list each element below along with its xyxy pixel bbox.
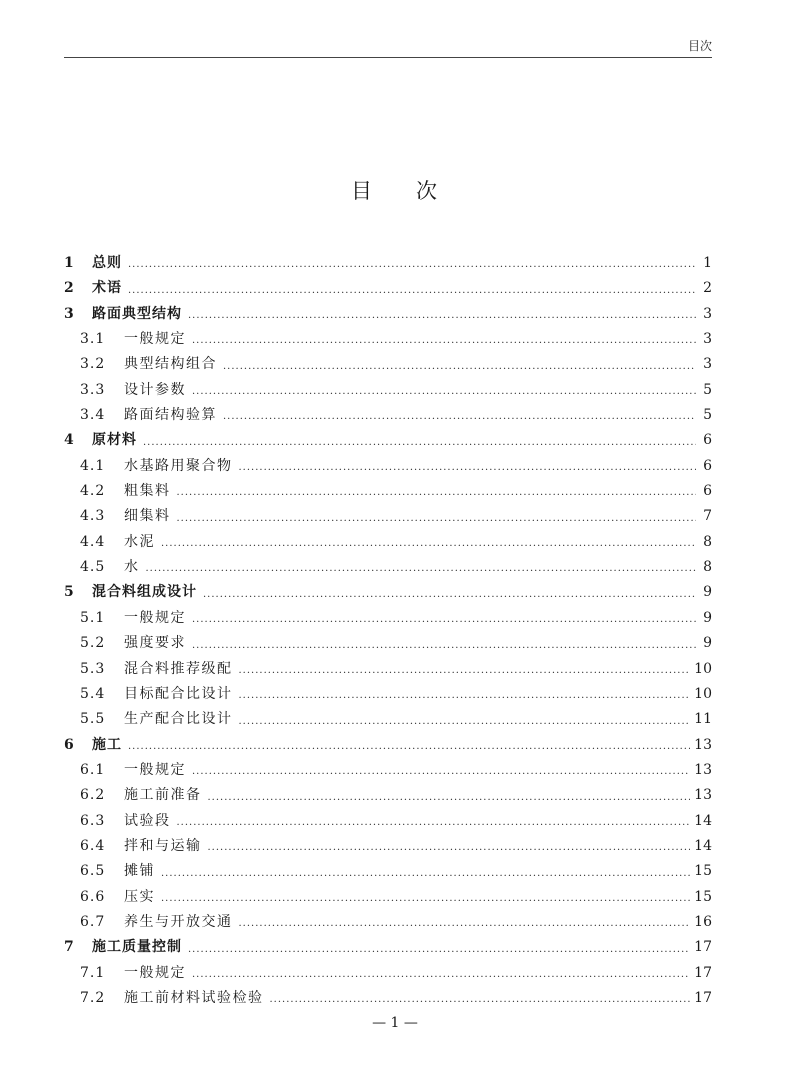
toc-dot-leader [177, 505, 697, 530]
toc-entry-page: 17 [694, 939, 712, 956]
toc-entry-page: 6 [703, 457, 712, 474]
toc-entry-page: 9 [703, 584, 712, 601]
toc-entry-number: 4.1 [80, 457, 106, 474]
toc-entry-label: 一般规定 [124, 964, 186, 981]
toc-dot-leader [223, 403, 696, 428]
toc-entry-page: 3 [703, 331, 712, 348]
toc-entry-number: 5 [64, 584, 74, 601]
toc-entry-page: 6 [703, 432, 712, 449]
toc-entry-number: 6.5 [80, 863, 106, 880]
toc-entry-page: 15 [694, 888, 712, 905]
toc-entry[interactable] [64, 657, 712, 682]
toc-entry-label: 混合料推荐级配 [124, 660, 233, 677]
toc-entry-number: 3.3 [80, 381, 106, 398]
toc-entry-number: 6.4 [80, 837, 106, 854]
toc-entry-label: 施工前准备 [124, 787, 202, 804]
toc-entry-number: 5.2 [80, 635, 106, 652]
toc-entry-number: 5.4 [80, 685, 106, 702]
toc-entry-page: 13 [694, 761, 712, 778]
toc-entry[interactable] [64, 783, 712, 808]
toc-entry-number: 5.5 [80, 711, 106, 728]
toc-dot-leader [188, 936, 690, 961]
toc-entry-page: 14 [694, 812, 712, 829]
toc-entry-label: 目标配合比设计 [124, 685, 233, 702]
toc-dot-leader [188, 302, 696, 327]
toc-entry-label: 细集料 [124, 508, 171, 525]
toc-entry-label: 摊铺 [124, 863, 155, 880]
toc-dot-leader [239, 682, 691, 707]
toc-entry[interactable] [64, 834, 712, 859]
header-rule [64, 57, 712, 58]
toc-entry-number: 4 [64, 432, 74, 449]
toc-entry-label: 原材料 [92, 432, 137, 449]
toc-entry[interactable] [64, 935, 712, 960]
toc-title-left: 目 [351, 179, 374, 203]
toc-entry[interactable] [64, 910, 712, 935]
toc-entry[interactable] [64, 403, 712, 428]
toc-entry-number: 3 [64, 305, 74, 322]
toc-entry-label: 路面典型结构 [92, 305, 182, 322]
toc-entry-page: 14 [694, 837, 712, 854]
toc-entry[interactable] [64, 530, 712, 555]
toc-dot-leader [239, 454, 697, 479]
toc-entry-number: 3.4 [80, 407, 106, 424]
toc-entry[interactable] [64, 606, 712, 631]
toc-dot-leader [192, 378, 696, 403]
toc-entry[interactable] [64, 733, 712, 758]
toc-entry-number: 6.3 [80, 812, 106, 829]
toc-entry-number: 4.4 [80, 533, 106, 550]
toc-entry-number: 3.1 [80, 331, 106, 348]
toc-entry-label: 粗集料 [124, 483, 171, 500]
toc-entry-number: 6.1 [80, 761, 106, 778]
toc-entry-label: 一般规定 [124, 609, 186, 626]
running-header: 目次 [687, 39, 712, 53]
toc-entry-number: 6.2 [80, 787, 106, 804]
toc-dot-leader [208, 834, 691, 859]
toc-entry-number: 4.5 [80, 559, 106, 576]
toc-entry-page: 6 [703, 483, 712, 500]
toc-entry-label: 术语 [92, 280, 122, 297]
toc-entry-label: 一般规定 [124, 761, 186, 778]
toc-entry[interactable] [64, 809, 712, 834]
toc-entry[interactable] [64, 580, 712, 605]
toc-entry[interactable] [64, 276, 712, 301]
toc-entry-number: 4.3 [80, 508, 106, 525]
toc-title-right: 次 [416, 179, 439, 203]
toc-entry-label: 养生与开放交通 [124, 913, 233, 930]
toc-entry-page: 15 [694, 863, 712, 880]
toc-entry-label: 一般规定 [124, 331, 186, 348]
toc-entry-label: 施工前材料试验检验 [124, 989, 264, 1006]
toc-entry-label: 典型结构组合 [124, 356, 217, 373]
toc-entry-page: 8 [703, 533, 712, 550]
toc-title [0, 175, 790, 205]
toc-dot-leader [128, 251, 696, 276]
toc-entry-number: 6.6 [80, 888, 106, 905]
toc-dot-leader [203, 581, 696, 606]
toc-entry-number: 6.7 [80, 913, 106, 930]
toc-entry-page: 8 [703, 559, 712, 576]
toc-entry[interactable] [64, 631, 712, 656]
toc-entry-label: 总则 [92, 255, 122, 271]
toc-entry-label: 压实 [124, 888, 155, 905]
toc-entry-page: 9 [703, 635, 712, 652]
toc-entry-page: 10 [694, 685, 712, 702]
toc-entry[interactable] [64, 758, 712, 783]
toc-entry-page: 11 [694, 711, 712, 728]
toc-entry[interactable] [64, 251, 712, 276]
toc-entry-label: 水基路用聚合物 [124, 457, 233, 474]
toc-entry-label: 试验段 [124, 812, 171, 829]
toc-entry-page: 5 [703, 407, 712, 424]
toc-dot-leader [161, 530, 696, 555]
toc-entry[interactable] [64, 454, 712, 479]
toc-entry-page: 10 [694, 660, 712, 677]
toc-entry[interactable] [64, 986, 712, 1011]
toc-dot-leader [270, 986, 691, 1011]
toc-entry[interactable] [64, 859, 712, 884]
toc-entry-label: 设计参数 [124, 381, 186, 398]
toc-entry-page: 5 [703, 381, 712, 398]
toc-entry[interactable] [64, 352, 712, 377]
toc-entry-page: 13 [694, 787, 712, 804]
toc-entry-page: 3 [703, 356, 712, 373]
toc-entry-page: 13 [694, 736, 712, 753]
toc-dot-leader [146, 555, 697, 580]
toc-entry-label: 施工 [92, 736, 122, 753]
toc-dot-leader [192, 758, 690, 783]
toc-entry-number: 7.2 [80, 989, 106, 1006]
toc-dot-leader [208, 784, 691, 809]
toc-dot-leader [239, 657, 691, 682]
toc-entry-number: 5.1 [80, 609, 106, 626]
toc-dot-leader [161, 860, 690, 885]
toc-entry-page: 7 [703, 508, 712, 525]
toc-entry-page: 17 [694, 964, 712, 981]
toc-entry-number: 2 [64, 280, 74, 297]
toc-entry-number: 1 [64, 255, 74, 271]
toc-dot-leader [192, 606, 696, 631]
toc-entry[interactable] [64, 479, 712, 504]
toc-dot-leader [239, 708, 691, 733]
toc-entry-number: 7 [64, 939, 74, 956]
toc-entry[interactable] [64, 302, 712, 327]
toc-entry-page: 16 [694, 913, 712, 930]
toc-entry-label: 水 [124, 559, 140, 576]
toc-dot-leader [192, 327, 696, 352]
toc-entry[interactable] [64, 961, 712, 986]
toc-entry-page: 2 [703, 280, 712, 297]
toc-entry[interactable] [64, 682, 712, 707]
toc-dot-leader [143, 429, 696, 454]
toc-dot-leader [192, 961, 690, 986]
page-number: — 1 — [372, 1015, 418, 1031]
toc-entry-number: 4.2 [80, 483, 106, 500]
toc-entry[interactable] [64, 504, 712, 529]
toc-entry-label: 强度要求 [124, 635, 186, 652]
toc-entry-page: 3 [703, 305, 712, 322]
toc-dot-leader [177, 809, 691, 834]
toc-dot-leader [128, 733, 690, 758]
toc-entry[interactable] [64, 327, 712, 352]
toc-entry-label: 路面结构验算 [124, 407, 217, 424]
toc-entry[interactable] [64, 885, 712, 910]
toc-dot-leader [223, 353, 696, 378]
toc-list [64, 251, 712, 1011]
toc-entry-number: 3.2 [80, 356, 106, 373]
toc-entry-label: 水泥 [124, 533, 155, 550]
toc-entry-label: 拌和与运输 [124, 837, 202, 854]
toc-entry-page: 1 [703, 255, 712, 271]
toc-dot-leader [161, 885, 690, 910]
toc-entry-number: 5.3 [80, 660, 106, 677]
toc-entry-number: 7.1 [80, 964, 106, 981]
toc-entry-page: 17 [694, 989, 712, 1006]
toc-entry[interactable] [64, 707, 712, 732]
toc-entry[interactable] [64, 428, 712, 453]
toc-dot-leader [192, 632, 696, 657]
toc-dot-leader [239, 910, 691, 935]
toc-dot-leader [128, 277, 696, 302]
toc-entry-page: 9 [703, 609, 712, 626]
toc-entry-label: 混合料组成设计 [92, 584, 197, 601]
toc-dot-leader [177, 479, 697, 504]
toc-entry-number: 6 [64, 736, 74, 753]
toc-entry-label: 生产配合比设计 [124, 711, 233, 728]
toc-entry[interactable] [64, 555, 712, 580]
toc-entry-label: 施工质量控制 [92, 939, 182, 956]
toc-entry[interactable] [64, 378, 712, 403]
